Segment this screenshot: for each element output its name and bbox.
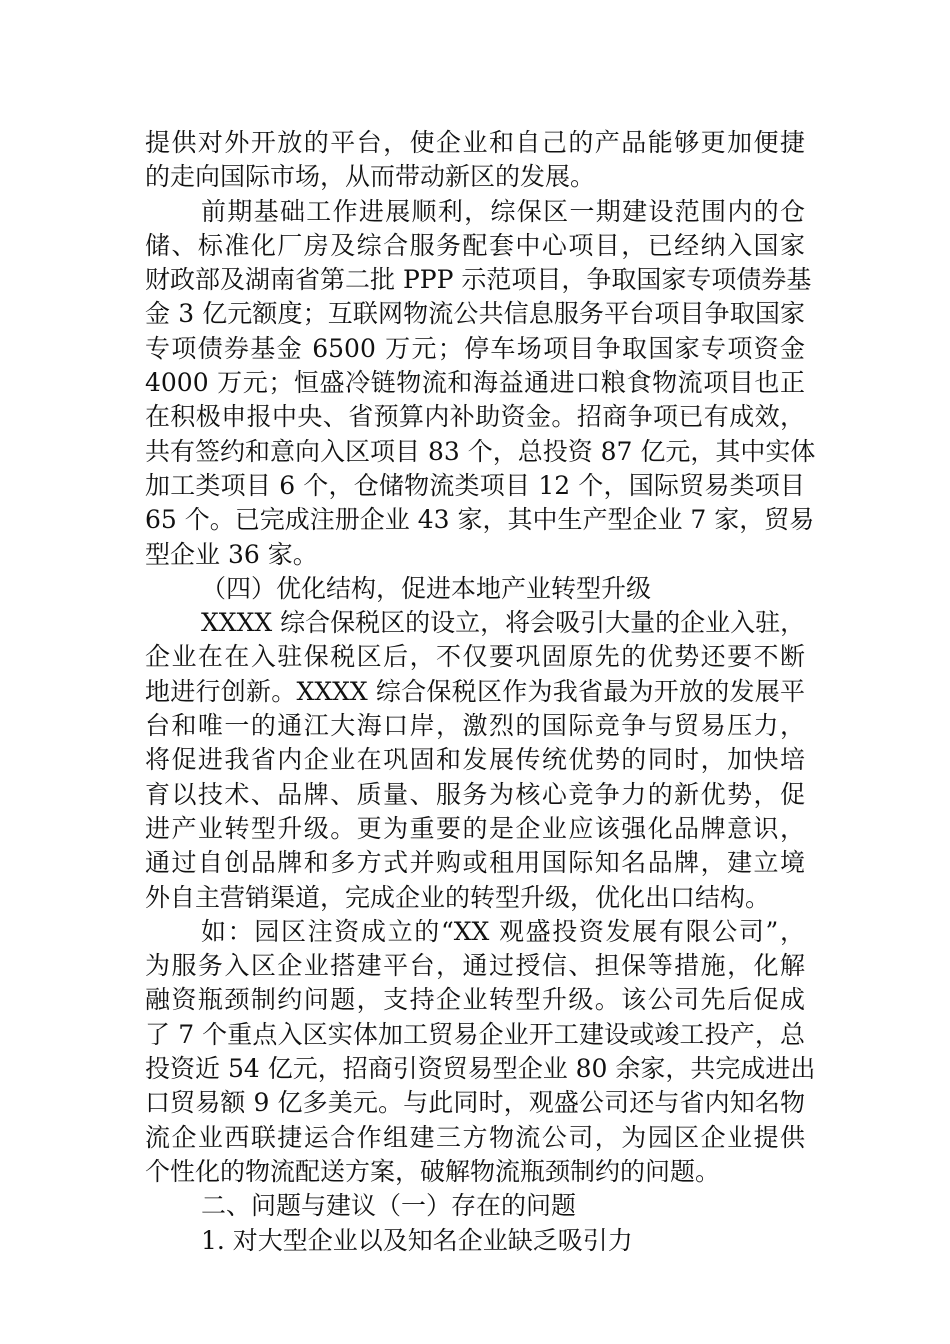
text-line: 二、问题与建议（一）存在的问题	[201, 1191, 577, 1221]
text-line: 融资瓶颈制约问题，支持企业转型升级。该公司先后促成	[145, 985, 805, 1015]
text-line: 外自主营销渠道，完成企业的转型升级，优化出口结构。	[145, 882, 771, 912]
paragraph	[145, 126, 805, 195]
text-line: 流企业西联捷运合作组建三方物流公司，为园区企业提供	[145, 1122, 805, 1152]
text-line: 财政部及湖南省第二批 PPP 示范项目，争取国家专项债券基	[145, 265, 812, 295]
text-line: 如：园区注资成立的“XX 观盛投资发展有限公司”，	[201, 916, 805, 946]
text-line: 口贸易额 9 亿多美元。与此同时，观盛公司还与省内知名物	[145, 1088, 805, 1118]
text-line: 的走向国际市场，从而带动新区的发展。	[145, 162, 596, 192]
text-line: 型企业 36 家。	[145, 539, 318, 569]
text-line: 专项债券基金 6500 万元；停车场项目争取国家专项资金	[145, 333, 805, 363]
text-line: 了 7 个重点入区实体加工贸易企业开工建设或竣工投产，总	[145, 1019, 805, 1049]
text-line: 个性化的物流配送方案，破解物流瓶颈制约的问题。	[145, 1156, 721, 1186]
text-line: 通过自创品牌和多方式并购或租用国际知名品牌，建立境	[145, 848, 805, 878]
paragraph	[145, 915, 816, 1189]
text-line: 将促进我省内企业在巩固和发展传统优势的同时，加快培	[145, 745, 805, 775]
text-line: 在积极申报中央、省预算内补助资金。招商争项已有成效，	[145, 402, 805, 432]
text-line: （四）优化结构，促进本地产业转型升级	[201, 573, 652, 603]
text-line: 65 个。已完成注册企业 43 家，其中生产型企业 7 家，贸易	[145, 505, 815, 535]
text-line: 共有签约和意向入区项目 83 个，总投资 87 亿元，其中实体	[145, 436, 816, 466]
paragraph	[145, 606, 805, 915]
document-body	[145, 126, 816, 1258]
text-line: 台和唯一的通江大海口岸，激烈的国际竞争与贸易压力，	[145, 711, 805, 741]
text-line: 加工类项目 6 个，仓储物流类项目 12 个，国际贸易类项目	[145, 470, 805, 500]
section-heading	[145, 572, 805, 606]
text-line: 4000 万元；恒盛冷链物流和海益通进口粮食物流项目也正	[145, 368, 805, 398]
text-line: 地进行创新。XXXX 综合保税区作为我省最为开放的发展平	[145, 676, 805, 706]
text-line: 金 3 亿元额度；互联网物流公共信息服务平台项目争取国家	[145, 299, 805, 329]
text-line: 提供对外开放的平台，使企业和自己的产品能够更加便捷	[145, 128, 805, 157]
text-line: 1. 对大型企业以及知名企业缺乏吸引力	[201, 1225, 633, 1255]
text-line: 为服务入区企业搭建平台，通过授信、担保等措施，化解	[145, 951, 805, 981]
text-line: 企业在在入驻保税区后，不仅要巩固原先的优势还要不断	[145, 642, 805, 672]
text-line: 育以技术、品牌、质量、服务为核心竞争力的新优势，促	[145, 779, 805, 809]
text-line: 投资近 54 亿元，招商引资贸易型企业 80 余家，共完成进出	[145, 1054, 816, 1084]
text-line: XXXX 综合保税区的设立，将会吸引大量的企业入驻，	[201, 608, 806, 638]
text-line: 储、标准化厂房及综合服务配套中心项目，已经纳入国家	[145, 230, 805, 260]
paragraph	[145, 195, 816, 572]
text-line: 进产业转型升级。更为重要的是企业应该强化品牌意识，	[145, 813, 805, 843]
section-heading	[145, 1189, 805, 1223]
text-line: 前期基础工作进展顺利，综保区一期建设范围内的仓	[201, 196, 805, 226]
section-heading	[145, 1224, 805, 1258]
